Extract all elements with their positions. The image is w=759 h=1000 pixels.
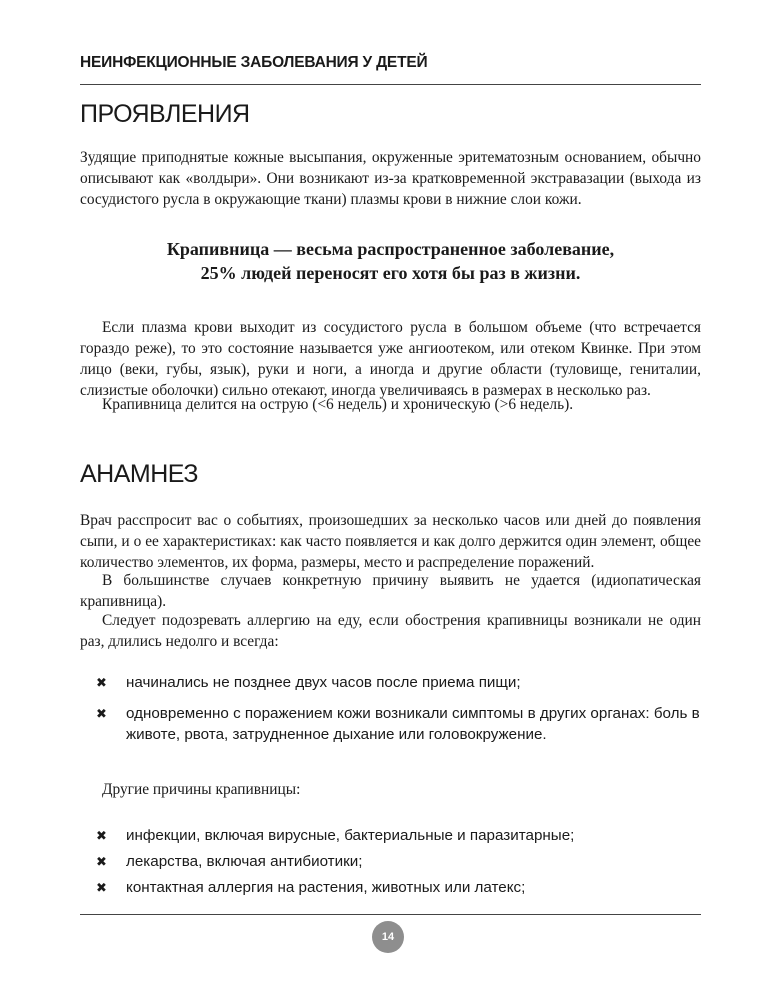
paragraph: Другие причины крапивницы:	[102, 781, 301, 798]
footer-divider	[80, 914, 701, 915]
paragraph: Зудящие приподнятые кожные высыпания, окруженные эритематозным основанием, обычно описывают как «волдыри». Они возникают из-за кратковременной экстравазации (выхода из сосудистого русла в окружающие ткани) плазмы крови в нижние слои кожи.	[80, 149, 701, 208]
other-causes-list	[80, 825, 720, 898]
page-number-badge: 14	[372, 921, 404, 953]
list-item-text: лекарства, включая антибиотики;	[126, 853, 363, 870]
cross-bullet-icon: ✖	[96, 880, 107, 895]
callout-line: Крапивница — весьма распространенное заболевание,	[166, 239, 615, 259]
list-item	[80, 851, 720, 872]
section-title-manifestations: ПРОЯВЛЕНИЯ	[80, 100, 250, 128]
list-item-text: начинались не позднее двух часов после приема пищи;	[126, 674, 521, 691]
paragraph: Следует подозревать аллергию на еду, если обострения крапивницы возникали не один раз, длились недолго и всегда:	[80, 612, 701, 650]
paragraph: Врач расспросит вас о событиях, произошедших за несколько часов или дней до появления сыпи, и о ее характеристиках: как часто появляется и как долго держится один элемент, общее количество элементов, их форма, размеры, место и распределение поражений.	[80, 512, 701, 571]
list-item	[80, 825, 720, 846]
paragraph: В большинстве случаев конкретную причину выявить не удается (идиопатическая крапивница).	[80, 572, 701, 610]
list-item	[80, 877, 720, 898]
cross-bullet-icon: ✖	[96, 675, 107, 690]
cross-bullet-icon: ✖	[96, 828, 107, 843]
callout-quote	[80, 237, 701, 285]
list-item-text: контактная аллергия на растения, животных или латекс;	[126, 879, 526, 896]
paragraph: Крапивница делится на острую (<6 недель) и хроническую (>6 недель).	[102, 396, 574, 413]
list-item-text: инфекции, включая вирусные, бактериальные и паразитарные;	[126, 827, 575, 844]
list-item	[80, 672, 720, 693]
callout-line: 25% людей переносят его хотя бы раз в жизни.	[200, 263, 581, 283]
section-title-anamnesis: АНАМНЕЗ	[80, 460, 199, 488]
cross-bullet-icon: ✖	[96, 854, 107, 869]
cross-bullet-icon: ✖	[96, 706, 107, 721]
list-item-text: одновременно с поражением кожи возникали симптомы в других органах: боль в животе, рвота, затрудненное дыхание или головокружение.	[126, 705, 700, 743]
running-header: НЕИНФЕКЦИОННЫЕ ЗАБОЛЕВАНИЯ У ДЕТЕЙ	[80, 54, 428, 71]
list-item	[80, 703, 720, 745]
paragraph: Если плазма крови выходит из сосудистого русла в большом объеме (что встречается гораздо реже), то это состояние называется уже ангиоотеком, или отеком Квинке. При этом лицо (веки, губы, язык), руки и ноги, а иногда и другие области (туловище, гениталии, слизистые оболочки) сильно отекают, иногда увеличиваясь в размерах в несколько раз.	[80, 319, 701, 399]
header-divider	[80, 84, 701, 85]
food-allergy-criteria-list	[80, 672, 720, 745]
